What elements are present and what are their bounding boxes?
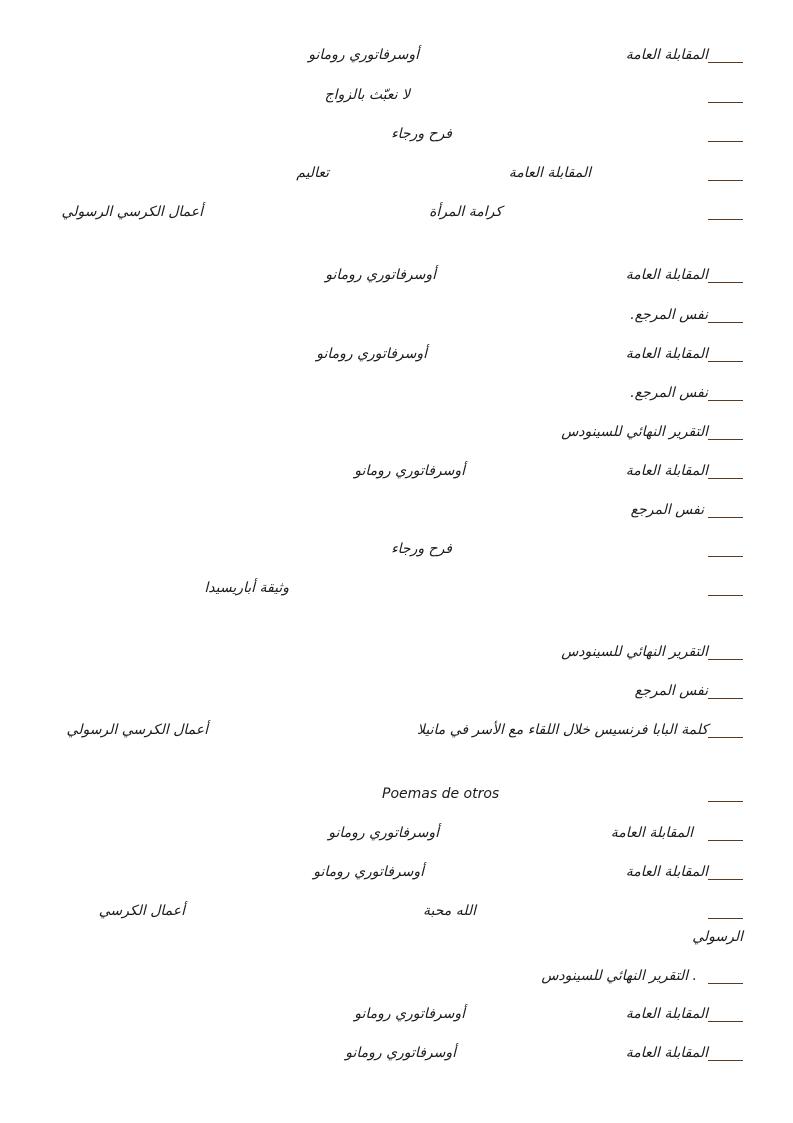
footnote-text: المقابلة العامة xyxy=(625,346,708,362)
footnote-rule xyxy=(708,737,743,738)
footnote-text: نفس المرجع xyxy=(630,502,704,518)
footnote-entry xyxy=(0,721,793,745)
footnote-entry xyxy=(0,643,793,667)
footnote-text: وثيقة أباريسيدا xyxy=(204,580,289,596)
footnote-entry xyxy=(0,203,793,227)
footnote-text: التقرير النهائي للسينودس xyxy=(561,424,708,440)
footnote-source: أوسرفاتوري رومانو xyxy=(328,825,439,841)
footnote-entry xyxy=(0,164,793,188)
footnote-source-continued: الرسولي xyxy=(692,929,743,945)
footnote-rule xyxy=(708,400,743,401)
footnote-entry xyxy=(0,306,793,330)
footnote-source: أعمال الكرسي xyxy=(98,903,185,919)
footnote-entry xyxy=(0,125,793,149)
footnote-text: الله محبة xyxy=(422,903,476,919)
footnote-rule xyxy=(708,322,743,323)
footnote-rule xyxy=(708,1021,743,1022)
footnote-text: المقابلة العامة xyxy=(625,47,708,63)
footnote-entry xyxy=(0,501,793,525)
footnote-rule xyxy=(708,556,743,557)
footnote-rule xyxy=(708,659,743,660)
footnote-text: نفس المرجع. xyxy=(630,307,708,323)
footnote-rule xyxy=(708,879,743,880)
footnote-rule xyxy=(708,478,743,479)
footnote-text: . التقرير النهائي للسينودس xyxy=(541,968,697,984)
footnote-rule xyxy=(708,219,743,220)
footnote-text: التقرير النهائي للسينودس xyxy=(561,644,708,660)
footnote-source: تعاليم xyxy=(296,165,329,181)
footnote-entry xyxy=(0,384,793,408)
footnote-rule xyxy=(708,361,743,362)
footnote-source: أوسرفاتوري رومانو xyxy=(354,1006,465,1022)
footnote-source: أعمال الكرسي الرسولي xyxy=(66,722,208,738)
footnote-text: فرح ورجاء xyxy=(391,541,452,557)
footnote-entry xyxy=(0,902,793,950)
footnote-text: نفس المرجع xyxy=(634,683,708,699)
footnote-entry xyxy=(0,462,793,486)
footnote-entry xyxy=(0,824,793,848)
footnote-source: أوسرفاتوري رومانو xyxy=(313,864,424,880)
footnote-entry xyxy=(0,1005,793,1029)
footnote-text: المقابلة العامة xyxy=(610,825,693,841)
footnote-entry xyxy=(0,266,793,290)
footnote-entry xyxy=(0,785,793,809)
footnote-rule xyxy=(708,1060,743,1061)
footnote-source: أوسرفاتوري رومانو xyxy=(354,463,465,479)
footnote-rule xyxy=(708,180,743,181)
footnote-text: المقابلة العامة xyxy=(625,1045,708,1061)
footnote-rule xyxy=(708,517,743,518)
footnote-entry xyxy=(0,863,793,887)
footnote-rule xyxy=(708,983,743,984)
footnote-text: Poemas de otros xyxy=(382,786,500,802)
footnote-text: المقابلة العامة xyxy=(625,267,708,283)
footnote-text: لا نعبّث بالزواج xyxy=(324,87,410,103)
footnote-text: كرامة المرأة xyxy=(429,204,502,220)
footnote-entry xyxy=(0,682,793,706)
footnote-text: المقابلة العامة xyxy=(625,864,708,880)
footnote-source: أعمال الكرسي الرسولي xyxy=(61,204,203,220)
footnote-entry xyxy=(0,86,793,110)
footnote-source: أوسرفاتوري رومانو xyxy=(325,267,436,283)
footnote-rule xyxy=(708,282,743,283)
footnote-source: أوسرفاتوري رومانو xyxy=(308,47,419,63)
footnote-entry xyxy=(0,46,793,70)
footnote-entry xyxy=(0,423,793,447)
footnote-rule xyxy=(708,62,743,63)
footnote-rule xyxy=(708,439,743,440)
footnote-entry xyxy=(0,967,793,991)
footnote-rule xyxy=(708,840,743,841)
footnote-source: أوسرفاتوري رومانو xyxy=(345,1045,456,1061)
footnote-text: نفس المرجع. xyxy=(630,385,708,401)
footnote-entry xyxy=(0,540,793,564)
footnote-entry xyxy=(0,1044,793,1068)
footnote-rule xyxy=(708,102,743,103)
footnote-entry xyxy=(0,345,793,369)
footnote-rule xyxy=(708,801,743,802)
footnote-text: كلمة البابا فرنسيس خلال اللقاء مع الأسر في مانيلا xyxy=(417,722,708,738)
footnote-rule xyxy=(708,141,743,142)
footnote-text: المقابلة العامة xyxy=(508,165,591,181)
footnote-rule xyxy=(708,918,743,919)
footnote-text: فرح ورجاء xyxy=(391,126,452,142)
footnote-source: أوسرفاتوري رومانو xyxy=(316,346,427,362)
footnote-rule xyxy=(708,698,743,699)
footnote-text: المقابلة العامة xyxy=(625,1006,708,1022)
footnote-text: المقابلة العامة xyxy=(625,463,708,479)
footnote-rule xyxy=(708,595,743,596)
footnote-entry xyxy=(0,579,793,603)
